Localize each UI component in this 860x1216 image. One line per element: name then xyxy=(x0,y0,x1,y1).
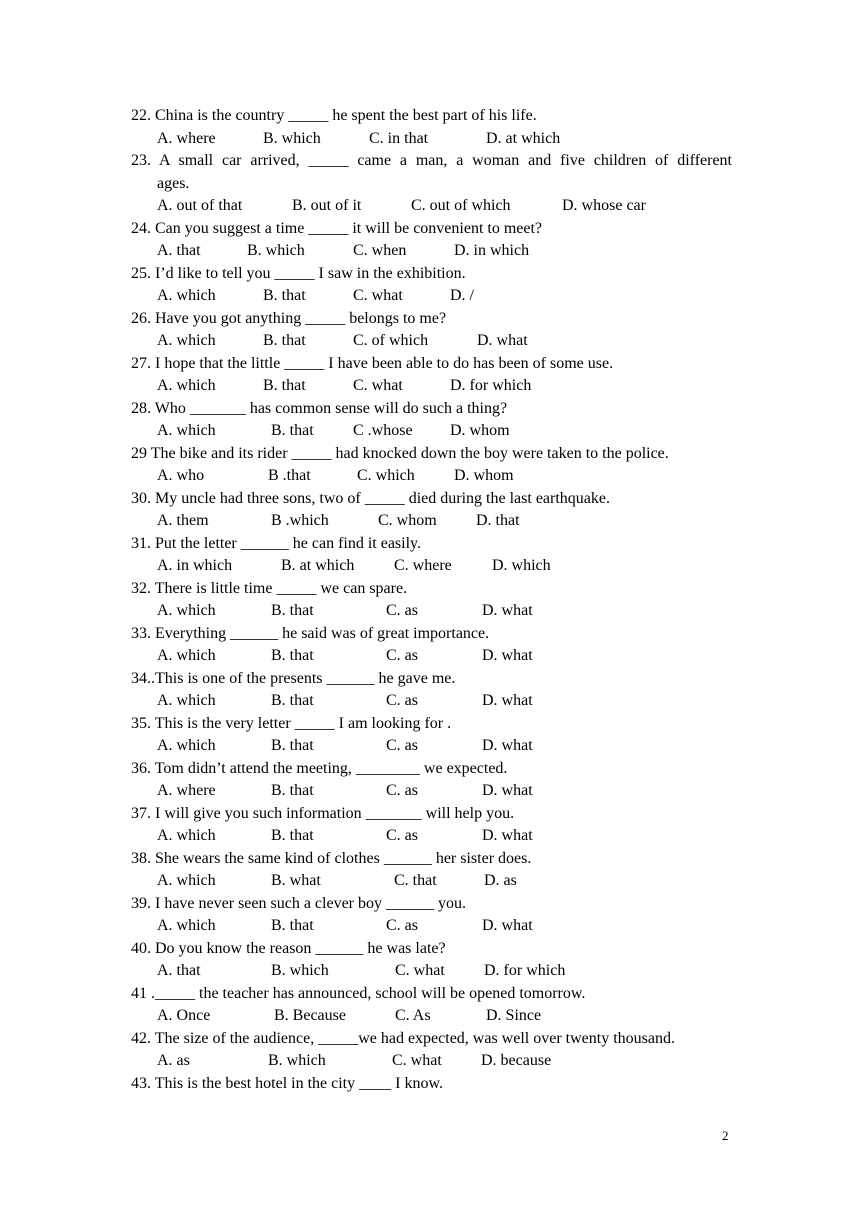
question-stem xyxy=(131,105,732,128)
option-b: B. that xyxy=(271,692,314,709)
question-stem xyxy=(131,578,732,601)
question-stem xyxy=(131,533,732,556)
page-number: 2 xyxy=(722,1128,729,1143)
option-c: C. as xyxy=(386,917,418,934)
option-d: D. because xyxy=(481,1052,552,1069)
option-d: D. what xyxy=(482,602,533,619)
option-d: D. in which xyxy=(454,242,530,259)
question-stem xyxy=(131,1028,732,1051)
option-a: A. where xyxy=(157,129,216,147)
option-d: D. what xyxy=(477,332,528,349)
option-b: B. at which xyxy=(281,557,355,574)
option-d: D. which xyxy=(492,557,551,574)
option-c: C. in that xyxy=(369,129,429,147)
option-d: D. for which xyxy=(450,377,532,394)
option-c: C. as xyxy=(386,737,418,754)
option-a: A. in which xyxy=(157,557,233,574)
option-d: D. what xyxy=(482,917,533,934)
question-stem xyxy=(131,150,732,173)
options-row xyxy=(131,420,732,443)
option-d: D. what xyxy=(482,827,533,844)
options-row xyxy=(131,960,732,983)
option-a: A. them xyxy=(157,512,209,529)
question-stem xyxy=(131,983,732,1006)
options-row xyxy=(131,870,732,893)
option-c: C. what xyxy=(353,287,403,304)
options-row xyxy=(131,240,732,263)
options-row xyxy=(131,690,732,713)
option-b: B. which xyxy=(271,962,329,979)
options-row xyxy=(131,465,732,488)
question-text: 23. A small car arrived, _____ came a man, a woman and five children of different xyxy=(131,152,732,169)
option-a: A. which xyxy=(157,422,216,439)
options-row xyxy=(131,735,732,758)
option-c: C. out of which xyxy=(411,197,511,214)
options-row xyxy=(131,1005,732,1028)
option-b: B. which xyxy=(268,1052,326,1069)
option-a: A. which xyxy=(157,332,216,349)
question-text: 27. I hope that the little _____ I have been able to do has been of some use. xyxy=(131,354,614,372)
question-text: 30. My uncle had three sons, two of _____ died during the last earthquake. xyxy=(131,489,610,507)
option-c: C. as xyxy=(386,827,418,844)
option-a: A. which xyxy=(157,602,216,619)
option-d: D. at which xyxy=(486,129,561,147)
option-d: D. whose car xyxy=(562,197,646,214)
options-row xyxy=(131,600,732,623)
question-text: 32. There is little time _____ we can spare. xyxy=(131,579,408,597)
options-row xyxy=(131,330,732,353)
option-d: D. what xyxy=(482,692,533,709)
option-a: A. which xyxy=(157,692,216,709)
question-stem xyxy=(131,668,732,691)
option-c: C. as xyxy=(386,647,418,664)
question-text: 43. This is the best hotel in the city ____ I know. xyxy=(131,1074,443,1092)
option-b: B. that xyxy=(271,602,314,619)
option-c: C. as xyxy=(386,782,418,799)
option-b: B. that xyxy=(271,737,314,754)
option-a: A. where xyxy=(157,782,216,799)
option-a: A. that xyxy=(157,242,201,259)
option-a: A. out of that xyxy=(157,197,243,214)
question-stem xyxy=(131,623,732,646)
option-b: B .which xyxy=(271,512,329,529)
option-b: B. which xyxy=(247,242,305,259)
question-stem xyxy=(131,848,732,871)
options-row xyxy=(131,645,732,668)
option-c: C. when xyxy=(353,242,407,259)
question-text: 24. Can you suggest a time _____ it will be convenient to meet? xyxy=(131,219,543,237)
option-c: C. As xyxy=(395,1007,431,1024)
question-text: 28. Who _______ has common sense will do such a thing? xyxy=(131,399,508,417)
question-text-continued: ages. xyxy=(157,174,190,192)
question-text: 25. I’d like to tell you _____ I saw in the exhibition. xyxy=(131,264,466,282)
option-d: D. as xyxy=(484,872,517,889)
question-stem xyxy=(131,263,732,286)
option-a: A. Once xyxy=(157,1007,211,1024)
question-text: 36. Tom didn’t attend the meeting, ________ we expected. xyxy=(131,759,508,777)
options-row xyxy=(131,510,732,533)
options-row xyxy=(131,780,732,803)
option-c: C .whose xyxy=(353,422,413,439)
question-text: 41 ._____ the teacher has announced, school will be opened tomorrow. xyxy=(131,984,586,1002)
question-text: 40. Do you know the reason ______ he was late? xyxy=(131,939,446,957)
question-text: 38. She wears the same kind of clothes ______ her sister does. xyxy=(131,849,532,867)
option-a: A. which xyxy=(157,872,216,889)
option-b: B. that xyxy=(263,287,306,304)
option-b: B. what xyxy=(271,872,321,889)
option-b: B. that xyxy=(271,827,314,844)
option-a: A. which xyxy=(157,377,216,394)
option-d: D. whom xyxy=(454,467,514,484)
option-b: B. that xyxy=(271,917,314,934)
option-a: A. which xyxy=(157,737,216,754)
option-b: B. Because xyxy=(274,1007,346,1024)
options-row xyxy=(131,555,732,578)
question-text: 22. China is the country _____ he spent the best part of his life. xyxy=(131,107,537,124)
option-d: D. whom xyxy=(450,422,510,439)
option-c: C. of which xyxy=(353,332,429,349)
option-b: B. out of it xyxy=(292,197,362,214)
option-d: D. that xyxy=(476,512,520,529)
question-text: 33. Everything ______ he said was of great importance. xyxy=(131,624,490,642)
options-row xyxy=(131,285,732,308)
option-a: A. which xyxy=(157,827,216,844)
option-d: D. what xyxy=(482,737,533,754)
question-stem xyxy=(131,218,732,241)
option-c: C. what xyxy=(353,377,403,394)
option-b: B. that xyxy=(263,332,306,349)
option-d: D. what xyxy=(482,647,533,664)
question-text: 37. I will give you such information _______ will help you. xyxy=(131,804,515,822)
option-d: D. / xyxy=(450,287,474,304)
option-d: D. Since xyxy=(486,1007,542,1024)
option-a: A. who xyxy=(157,467,205,484)
option-b: B. that xyxy=(271,782,314,799)
question-stem xyxy=(131,488,732,511)
option-c: C. as xyxy=(386,692,418,709)
option-a: A. as xyxy=(157,1052,190,1069)
question-stem xyxy=(131,443,732,466)
question-text: 26. Have you got anything _____ belongs to me? xyxy=(131,309,447,327)
option-b: B. that xyxy=(271,647,314,664)
option-b: B. that xyxy=(263,377,306,394)
options-row xyxy=(131,915,732,938)
exercise-page xyxy=(131,105,732,1095)
options-row xyxy=(131,375,732,398)
question-text: 29 The bike and its rider _____ had knocked down the boy were taken to the police. xyxy=(131,444,669,462)
question-stem xyxy=(131,398,732,421)
option-c: C. which xyxy=(357,467,415,484)
question-stem xyxy=(131,803,732,826)
question-text: 35. This is the very letter _____ I am looking for . xyxy=(131,714,452,732)
option-c: C. that xyxy=(394,872,437,889)
option-c: C. whom xyxy=(378,512,437,529)
option-c: C. what xyxy=(392,1052,442,1069)
option-d: D. what xyxy=(482,782,533,799)
option-c: C. what xyxy=(395,962,445,979)
option-b: B. which xyxy=(263,129,321,147)
question-text: 42. The size of the audience, _____we had expected, was well over twenty thousand. xyxy=(131,1029,675,1047)
question-stem xyxy=(131,938,732,961)
option-d: D. for which xyxy=(484,962,566,979)
question-stem xyxy=(131,353,732,376)
question-text: 31. Put the letter ______ he can find it easily. xyxy=(131,534,422,552)
option-a: A. which xyxy=(157,287,216,304)
question-stem xyxy=(131,758,732,781)
question-stem xyxy=(131,1073,732,1096)
question-text: 34..This is one of the presents ______ he gave me. xyxy=(131,669,456,687)
option-b: B. that xyxy=(271,422,314,439)
question-text: 39. I have never seen such a clever boy ______ you. xyxy=(131,894,466,912)
option-c: C. where xyxy=(394,557,452,574)
options-row xyxy=(131,1050,732,1073)
option-a: A. that xyxy=(157,962,201,979)
question-stem xyxy=(131,713,732,736)
question-stem xyxy=(131,308,732,331)
options-row xyxy=(131,128,732,151)
option-a: A. which xyxy=(157,647,216,664)
option-a: A. which xyxy=(157,917,216,934)
option-b: B .that xyxy=(268,467,311,484)
option-c: C. as xyxy=(386,602,418,619)
options-row xyxy=(131,825,732,848)
question-stem xyxy=(131,893,732,916)
options-row xyxy=(131,195,732,218)
